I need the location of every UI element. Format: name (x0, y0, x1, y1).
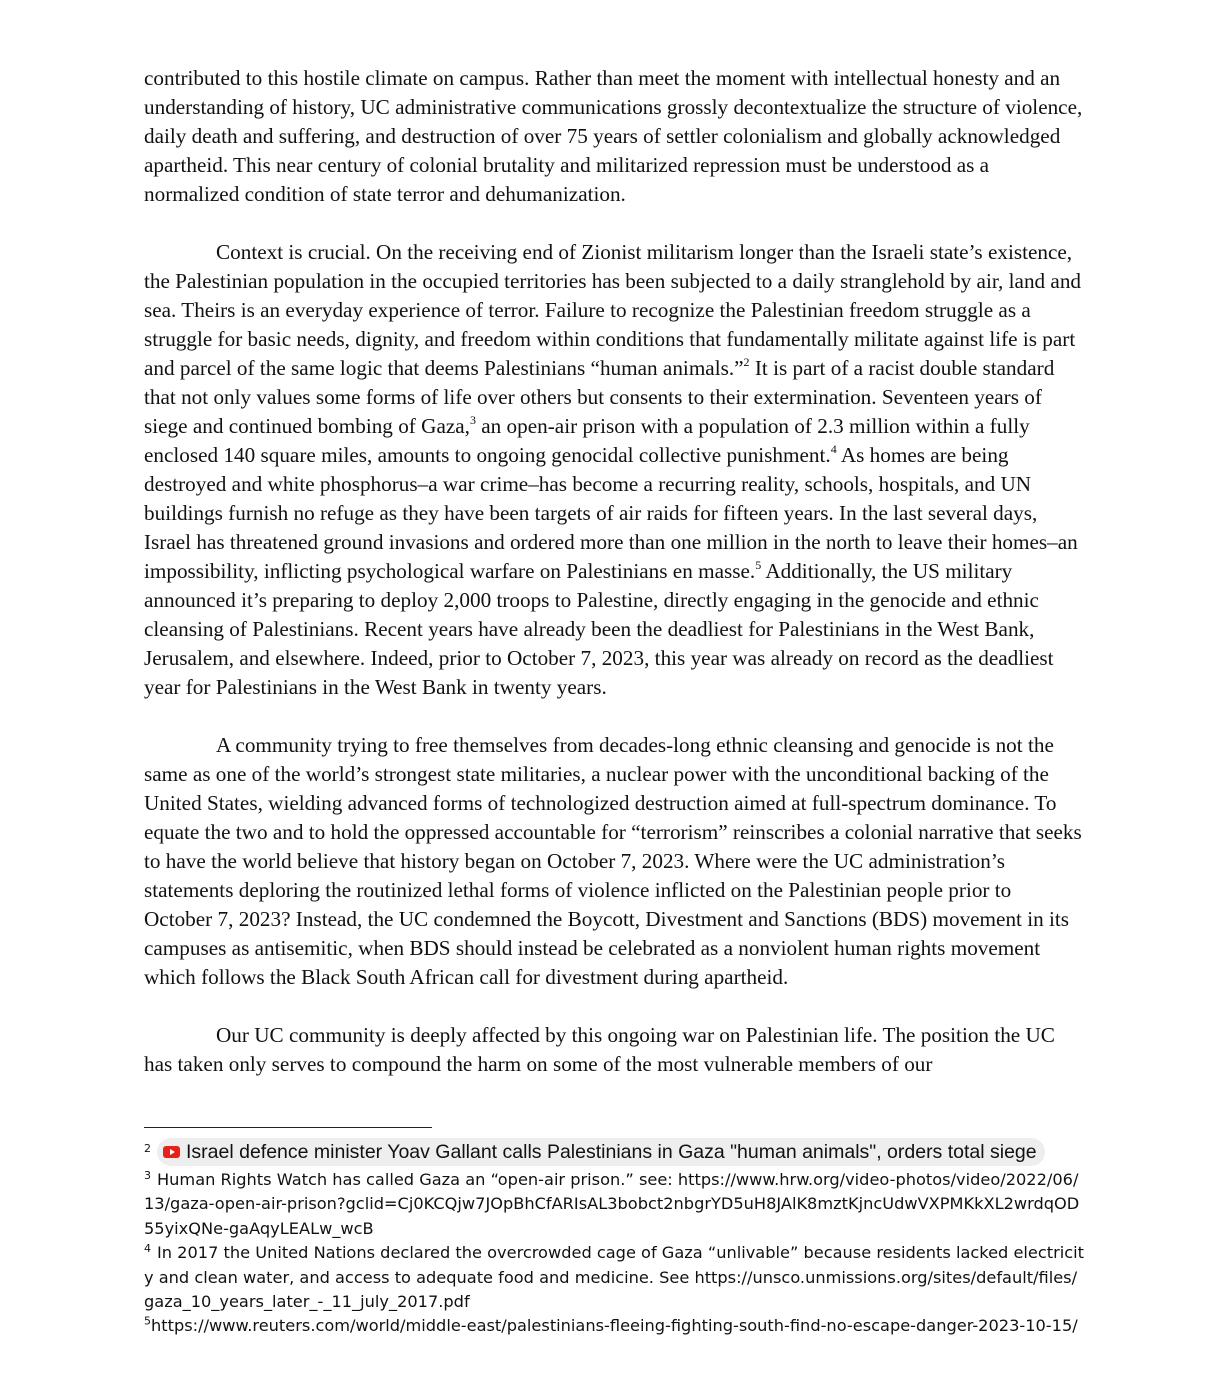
footnote-3-text[interactable]: Human Rights Watch has called Gaza an “open-air prison.” see: https://www.hrw.org/video-photos/video/2022/06/13/gaza-open-air-prison?gclid=Cj0KCQjw7JOpBhCfARIsAL3bobct2nbgrYD5uH8JAlK8mztKjncUdwVXPMKkXL2wrdqOD55yixQNe-gaAqyLEALw_wcB (144, 1170, 1080, 1238)
footnote-2-number: 2 (144, 1141, 151, 1155)
footnote-5-number: 5 (144, 1315, 151, 1329)
footnote-separator (144, 1127, 432, 1128)
footnotes (144, 1138, 1084, 1339)
body-text (144, 64, 1084, 1079)
paragraph-4: Our UC community is deeply affected by this ongoing war on Palestinian life. The position the UC has taken only serves to compound the harm on some of the most vulnerable members of our (144, 1023, 1055, 1076)
paragraph-1: contributed to this hostile climate on campus. Rather than meet the moment with intellectual honesty and an understanding of history, UC administrative communications grossly decontextualize the structure of violence, daily death and suffering, and destruction of over 75 years of settler colonialism and globally acknowledged apartheid. This near century of colonial brutality and militarized repression must be understood as a normalized condition of state terror and dehumanization. (144, 66, 1083, 206)
youtube-link-title: Israel defence minister Yoav Gallant calls Palestinians in Gaza "human animals", orders total siege (186, 1141, 1037, 1163)
paragraph-2-part-a: Context is crucial. On the receiving end of Zionist militarism longer than the Israeli state’s existence, the Palestinian population in the occupied territories has been subjected to a daily stranglehold by air, land and sea. Theirs is an everyday experience of terror. Failure to recognize the Palestinian freedom struggle as a struggle for basic needs, dignity, and freedom within conditions that fundamentally militate against life is part and parcel of the same logic that deems Palestinians “human animals.” (144, 240, 1082, 380)
footnote-ref-3[interactable]: 3 (469, 412, 476, 427)
paragraph-2-part-d: As homes are being destroyed and white phosphorus–a war crime–has become a recurring reality, schools, hospitals, and UN buildings furnish no refuge as they have been targets of air raids for fifteen years. In the last several days, Israel has threatened ground invasions and ordered more than one million in the north to leave their homes–an impossibility, inflicting psychological warfare on Palestinians en masse. (144, 443, 1078, 583)
footnote-5 (144, 1314, 1084, 1338)
footnote-ref-2[interactable]: 2 (743, 354, 750, 369)
youtube-link-chip[interactable] (157, 1138, 1045, 1166)
footnote-4-number: 4 (144, 1241, 151, 1255)
footnote-4 (144, 1241, 1084, 1314)
paragraph-2-part-c: an open-air prison with a population of 2.3 million within a fully enclosed 140 square miles, amounts to ongoing genocidal collective punishment. (144, 414, 1030, 467)
footnote-2 (144, 1138, 1084, 1166)
footnote-5-text[interactable]: https://www.reuters.com/world/middle-east/palestinians-fleeing-fighting-south-find-no-escape-danger-2023-10-15/ (151, 1316, 1078, 1336)
paragraph-2-part-b: It is part of a racist double standard that not only values some forms of life over others but consents to their extermination. Seventeen years of siege and continued bombing of Gaza, (144, 356, 1055, 438)
footnote-ref-5[interactable]: 5 (755, 557, 762, 572)
paragraph-3: A community trying to free themselves from decades-long ethnic cleansing and genocide is not the same as one of the world’s strongest state militaries, a nuclear power with the unconditional backing of the United States, wielding advanced forms of technologized destruction aimed at full-spectrum dominance. To equate the two and to hold the oppressed accountable for “terrorism” reinscribes a colonial narrative that seeks to have the world believe that history began on October 7, 2023. Where were the UC administration’s statements deploring the routinized lethal forms of violence inflicted on the Palestinian people prior to October 7, 2023? Instead, the UC condemned the Boycott, Divestment and Sanctions (BDS) movement in its campuses as antisemitic, when BDS should instead be celebrated as a nonviolent human rights movement which follows the Black South African call for divestment during apartheid. (144, 733, 1082, 989)
paragraph-2 (144, 238, 1084, 702)
footnote-3 (144, 1168, 1084, 1241)
footnote-4-text[interactable]: In 2017 the United Nations declared the overcrowded cage of Gaza “unlivable” because residents lacked electricity and clean water, and access to adequate food and medicine. See https://unsco.unmissions.org/sites/default/files/gaza_10_years_later_-_11_july_2017.pdf (144, 1243, 1085, 1312)
youtube-icon (163, 1146, 180, 1158)
paragraph-2-part-e: Additionally, the US military announced it’s preparing to deploy 2,000 troops to Palestine, directly engaging in the genocide and ethnic cleansing of Palestinians. Recent years have already been the deadliest for Palestinians in the West Bank, Jerusalem, and elsewhere. Indeed, prior to October 7, 2023, this year was already on record as the deadliest year for Palestinians in the West Bank in twenty years. (144, 559, 1054, 699)
footnote-3-number: 3 (144, 1168, 151, 1182)
footnote-ref-4[interactable]: 4 (830, 441, 837, 456)
